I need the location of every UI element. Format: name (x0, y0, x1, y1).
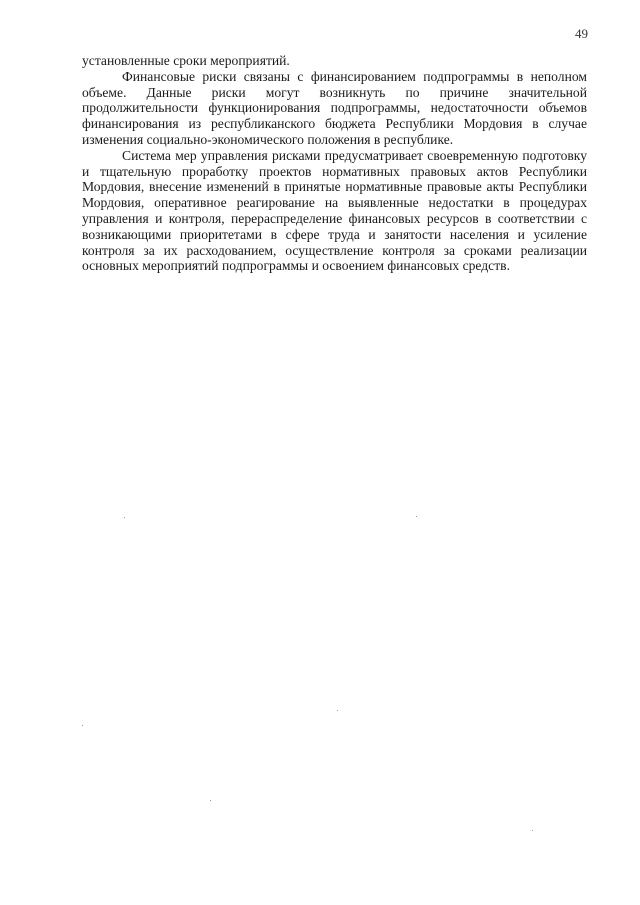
page-number: 49 (575, 26, 588, 41)
scan-speck (210, 800, 211, 801)
scan-speck (124, 517, 125, 518)
paragraph-continuation: установленные сроки мероприятий. (82, 53, 290, 68)
document-body (82, 53, 587, 274)
scan-speck (416, 516, 417, 517)
scan-speck (337, 710, 338, 711)
paragraph-risk-management: Система мер управления рисками предусматривает своевременную подготовку и тщательную проработку проектов нормативных правовых актов Республики Мордовия, внесение изменений в принятые нормативные правовые акты Республики Мордовия, оперативное реагирование на выявленные недостатки в процедурах управления и контроля, перераспределение финансовых ресурсов в соответствии с возникающими приоритетами в сфере труда и занятости населения и усиление контроля за их расходованием, осуществление контроля за сроками реализации основных мероприятий подпрограммы и освоением финансовых средств. (82, 147, 587, 274)
paragraph-financial-risks: Финансовые риски связаны с финансированием подпрограммы в неполном объеме. Данные риски могут возникнуть по причине значительной продолжительности функционирования подпрограммы, недостаточности объемов финансирования из республиканского бюджета Республики Мордовия в случае изменения социально-экономического положения в республике. (82, 68, 587, 147)
scan-speck (82, 725, 83, 726)
scan-speck (532, 830, 533, 831)
